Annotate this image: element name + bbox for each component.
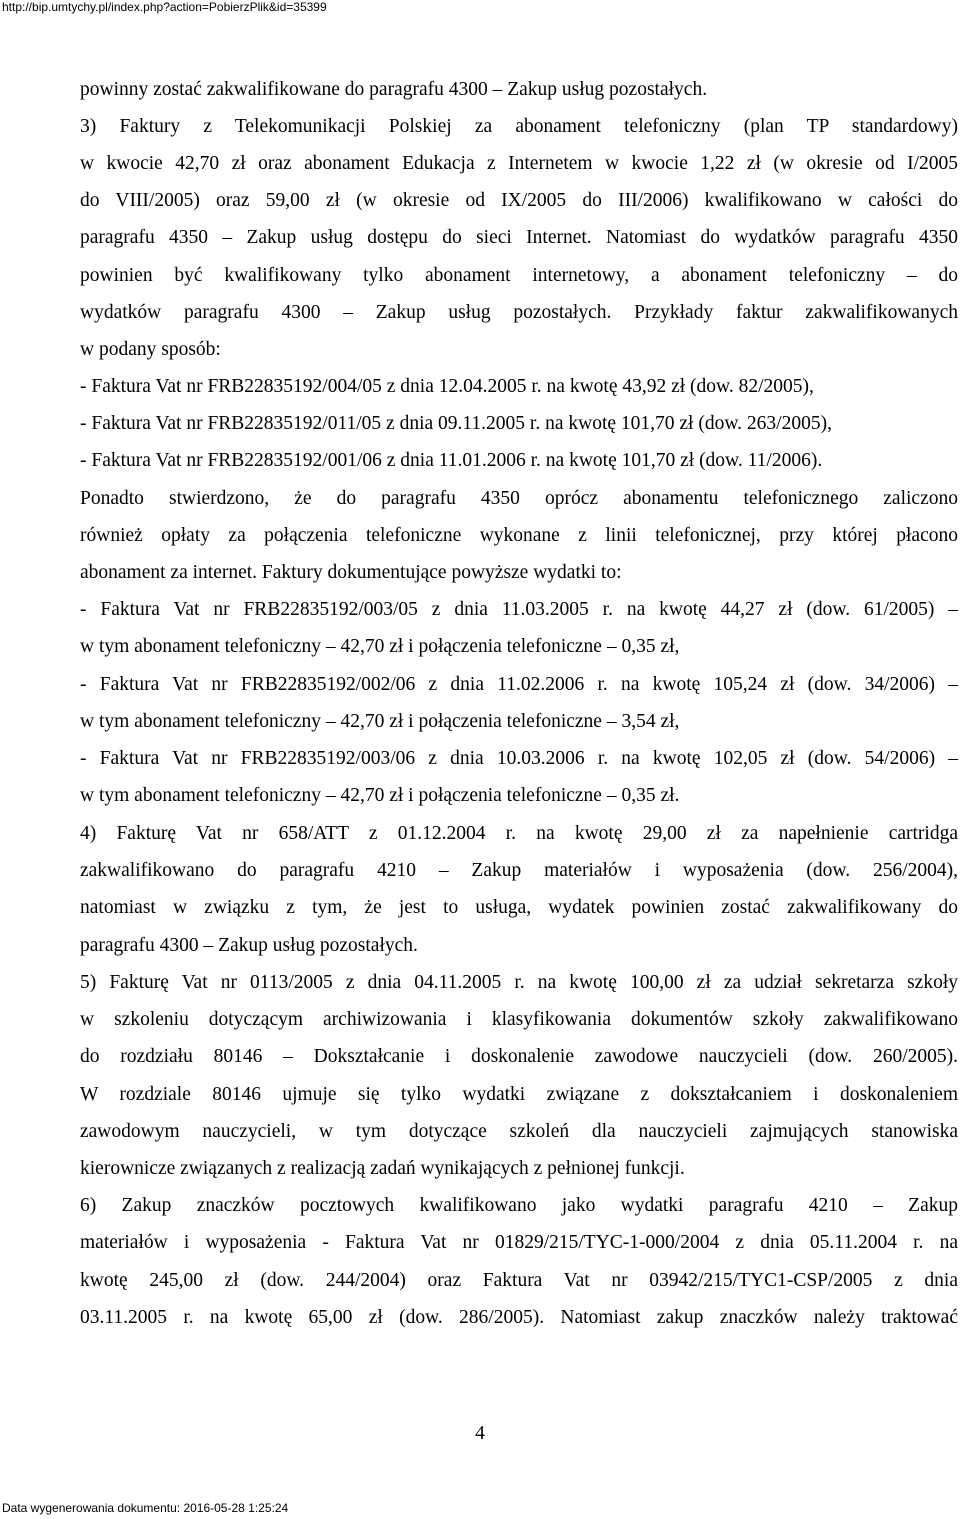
text-line: w tym abonament telefoniczny – 42,70 zł i połączenia telefoniczne – 3,54 zł, <box>80 711 680 732</box>
text-line: 6) Zakup znaczków pocztowych kwalifikowano jako wydatki paragrafu 4210 – Zakup <box>80 1195 958 1216</box>
text-line: - Faktura Vat nr FRB22835192/003/05 z dnia 11.03.2005 r. na kwotę 44,27 zł (dow. 61/2005) – <box>80 599 958 620</box>
text-line: w tym abonament telefoniczny – 42,70 zł i połączenia telefoniczne – 0,35 zł, <box>80 636 680 657</box>
text-line: powinien być kwalifikowany tylko abonament internetowy, a abonament telefoniczny – do <box>80 265 958 286</box>
text-line: 4) Fakturę Vat nr 658/ATT z 01.12.2004 r. na kwotę 29,00 zł za napełnienie cartridga <box>80 823 958 844</box>
text-line: W rozdziale 80146 ujmuje się tylko wydatki związane z dokształcaniem i doskonaleniem <box>80 1084 958 1105</box>
text-line: w szkoleniu dotyczącym archiwizowania i klasyfikowania dokumentów szkoły zakwalifikowano <box>80 1009 958 1030</box>
source-url: http://bip.umtychy.pl/index.php?action=PobierzPlik&id=35399 <box>2 0 327 14</box>
text-line: - Faktura Vat nr FRB22835192/001/06 z dnia 11.01.2006 r. na kwotę 101,70 zł (dow. 11/2006). <box>80 450 823 471</box>
text-line: - Faktura Vat nr FRB22835192/002/06 z dnia 11.02.2006 r. na kwotę 105,24 zł (dow. 34/2006) – <box>80 674 958 695</box>
text-line: do VIII/2005) oraz 59,00 zł (w okresie od IX/2005 do III/2006) kwalifikowano w całości do <box>80 190 958 211</box>
text-line: kwotę 245,00 zł (dow. 244/2004) oraz Faktura Vat nr 03942/215/TYC1-CSP/2005 z dnia <box>80 1270 958 1291</box>
generation-date: Data wygenerowania dokumentu: 2016-05-28 1:25:24 <box>2 1501 289 1515</box>
text-line: Ponadto stwierdzono, że do paragrafu 4350 oprócz abonamentu telefonicznego zaliczono <box>80 488 958 509</box>
text-line: paragrafu 4350 – Zakup usług dostępu do sieci Internet. Natomiast do wydatków paragrafu 4350 <box>80 227 958 248</box>
text-line: w tym abonament telefoniczny – 42,70 zł i połączenia telefoniczne – 0,35 zł. <box>80 785 680 806</box>
text-line: do rozdziału 80146 – Dokształcanie i doskonalenie zawodowe nauczycieli (dow. 260/2005). <box>80 1046 958 1067</box>
text-line: w podany sposób: <box>80 339 221 360</box>
text-line: 03.11.2005 r. na kwotę 65,00 zł (dow. 286/2005). Natomiast zakup znaczków należy traktować <box>80 1307 958 1328</box>
text-line: paragrafu 4300 – Zakup usług pozostałych. <box>80 935 418 956</box>
text-line: zawodowym nauczycieli, w tym dotyczące szkoleń dla nauczycieli zajmujących stanowiska <box>80 1121 958 1142</box>
text-line: wydatków paragrafu 4300 – Zakup usług pozostałych. Przykłady faktur zakwalifikowanych <box>80 302 958 323</box>
text-line: 5) Fakturę Vat nr 0113/2005 z dnia 04.11.2005 r. na kwotę 100,00 zł za udział sekretarza szkoły <box>80 972 958 993</box>
text-line: również opłaty za połączenia telefoniczne wykonane z linii telefonicznej, przy której płacono <box>80 525 958 546</box>
text-line: - Faktura Vat nr FRB22835192/011/05 z dnia 09.11.2005 r. na kwotę 101,70 zł (dow. 263/2005), <box>80 413 832 434</box>
text-line: w kwocie 42,70 zł oraz abonament Edukacja z Internetem w kwocie 1,22 zł (w okresie od I/2005 <box>80 153 958 174</box>
text-line: natomiast w związku z tym, że jest to usługa, wydatek powinien zostać zakwalifikowany do <box>80 897 958 918</box>
text-line: zakwalifikowano do paragrafu 4210 – Zakup materiałów i wyposażenia (dow. 256/2004), <box>80 860 958 881</box>
text-line: 3) Faktury z Telekomunikacji Polskiej za abonament telefoniczny (plan TP standardowy) <box>80 116 958 137</box>
text-line: - Faktura Vat nr FRB22835192/004/05 z dnia 12.04.2005 r. na kwotę 43,92 zł (dow. 82/2005), <box>80 376 814 397</box>
text-line: materiałów i wyposażenia - Faktura Vat nr 01829/215/TYC-1-000/2004 z dnia 05.11.2004 r. na <box>80 1232 958 1253</box>
text-line: powinny zostać zakwalifikowane do paragrafu 4300 – Zakup usług pozostałych. <box>80 79 708 100</box>
text-line: - Faktura Vat nr FRB22835192/003/06 z dnia 10.03.2006 r. na kwotę 102,05 zł (dow. 54/2006) – <box>80 748 958 769</box>
text-line: abonament za internet. Faktury dokumentujące powyższe wydatki to: <box>80 562 622 583</box>
page-number: 4 <box>475 1423 485 1444</box>
text-line: kierownicze związanych z realizacją zadań wynikających z pełnionej funkcji. <box>80 1158 685 1179</box>
